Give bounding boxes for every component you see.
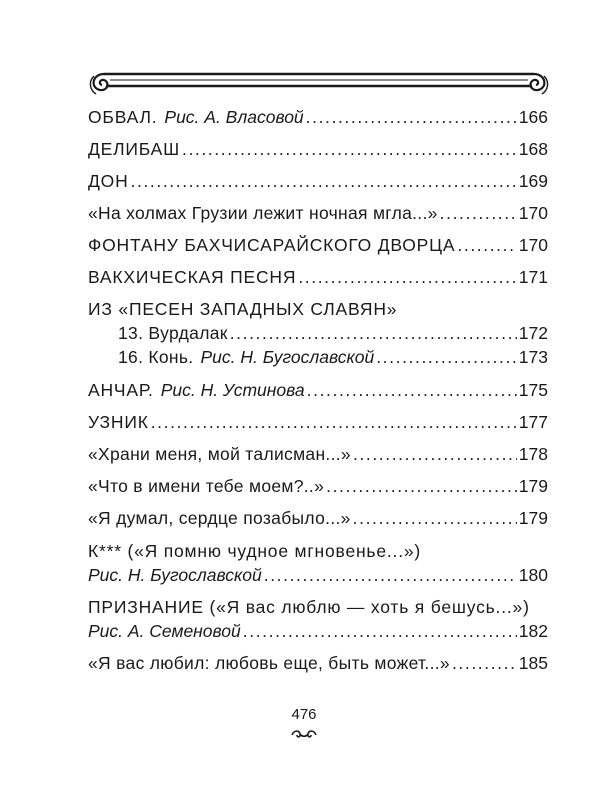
entry-page: 166 [518,107,548,127]
entry-illustrator: Рис. Н. Устинова [160,380,305,400]
entry-title: ДЕЛИБАШ [88,139,180,159]
entry-page: 178 [518,444,548,464]
dot-leader [230,322,517,344]
entry-page: 177 [518,412,548,432]
entry-title: 13. Вурдалак [118,323,228,343]
entry-title: ФОНТАНУ БАХЧИСАРАЙСКОГО ДВОРЦА [88,235,456,255]
toc-entry-anchar [88,379,548,411]
toc-entry-don [88,170,548,202]
dot-leader [182,138,517,160]
entry-page: 168 [518,139,548,159]
entry-page: 170 [518,235,548,255]
dot-leader [353,443,517,465]
toc-entry-khrani-menya [88,443,548,475]
section-heading-priznanie: ПРИЗНАНИЕ («Я вас люблю — хоть я бешусь...») [88,597,530,617]
toc-entry-delibash [88,138,548,170]
footer-ornament [290,727,318,741]
entry-illustrator: Рис. Н. Бугославской [200,347,375,367]
entry-page: 172 [518,323,548,343]
entry-illustrator: Рис. Н. Бугославской [88,565,262,585]
dot-leader [353,507,517,529]
dot-leader [151,411,517,433]
entry-title: ВАКХИЧЕСКАЯ ПЕСНЯ [88,267,297,287]
dot-leader [440,202,517,224]
entry-title: «Я думал, сердце позабыло...» [88,508,351,528]
table-of-contents [88,106,548,684]
entry-title: «Храни меня, мой талисман...» [88,444,351,464]
toc-entry-uznik [88,411,548,443]
dot-leader [307,379,517,401]
toc-entry-vakkhicheskaya [88,266,548,298]
entry-page: 175 [518,380,548,400]
dot-leader [131,170,517,192]
entry-page: 170 [518,203,548,223]
dot-leader [298,266,516,288]
section-heading-pesni: ИЗ «ПЕСЕН ЗАПАДНЫХ СЛАВЯН» [88,299,398,319]
page-number: 476 [291,706,317,723]
entry-title: ДОН [88,171,129,191]
dot-leader [452,652,517,674]
toc-entry-ya-vas-lyubil [88,652,548,684]
entry-page: 179 [518,508,548,528]
dot-leader [306,106,517,128]
toc-entry-vurdalak [88,322,548,346]
entry-page: 180 [518,565,548,585]
toc-entry-na-kholmakh [88,202,548,234]
toc-entry-kon [88,346,548,379]
toc-entry-priznanie-illustrator [88,620,548,652]
dot-leader [243,620,517,642]
entry-title: «Я вас любил: любовь еще, быть может...» [88,653,450,673]
entry-illustrator: Рис. А. Семеновой [88,621,241,641]
entry-title: УЗНИК [88,412,149,432]
dot-leader [376,346,517,368]
section-heading-k: К*** («Я помню чудное мгновенье...») [88,541,422,561]
entry-title: «На холмах Грузии лежит ночная мгла...» [88,203,438,223]
entry-title: АНЧАР. [88,380,154,400]
entry-page: 179 [518,476,548,496]
entry-page: 185 [518,653,548,673]
dot-leader [457,234,516,256]
dot-leader [326,475,517,497]
entry-page: 173 [518,347,548,367]
toc-entry-obval [88,106,548,138]
entry-page: 169 [518,171,548,191]
entry-page: 171 [518,267,548,287]
dot-leader [264,564,517,586]
entry-title: ОБВАЛ. [88,107,158,127]
entry-title: 16. Конь. [118,347,194,367]
entry-title: «Что в имени тебе моем?..» [88,476,325,496]
header-ornament [86,60,552,100]
toc-entry-ya-dumal [88,507,548,540]
entry-illustrator: Рис. А. Власовой [164,107,304,127]
entry-page: 182 [518,621,548,641]
toc-entry-fontanu [88,234,548,266]
toc-entry-chto-v-imeni [88,475,548,507]
toc-entry-k-illustrator [88,564,548,596]
